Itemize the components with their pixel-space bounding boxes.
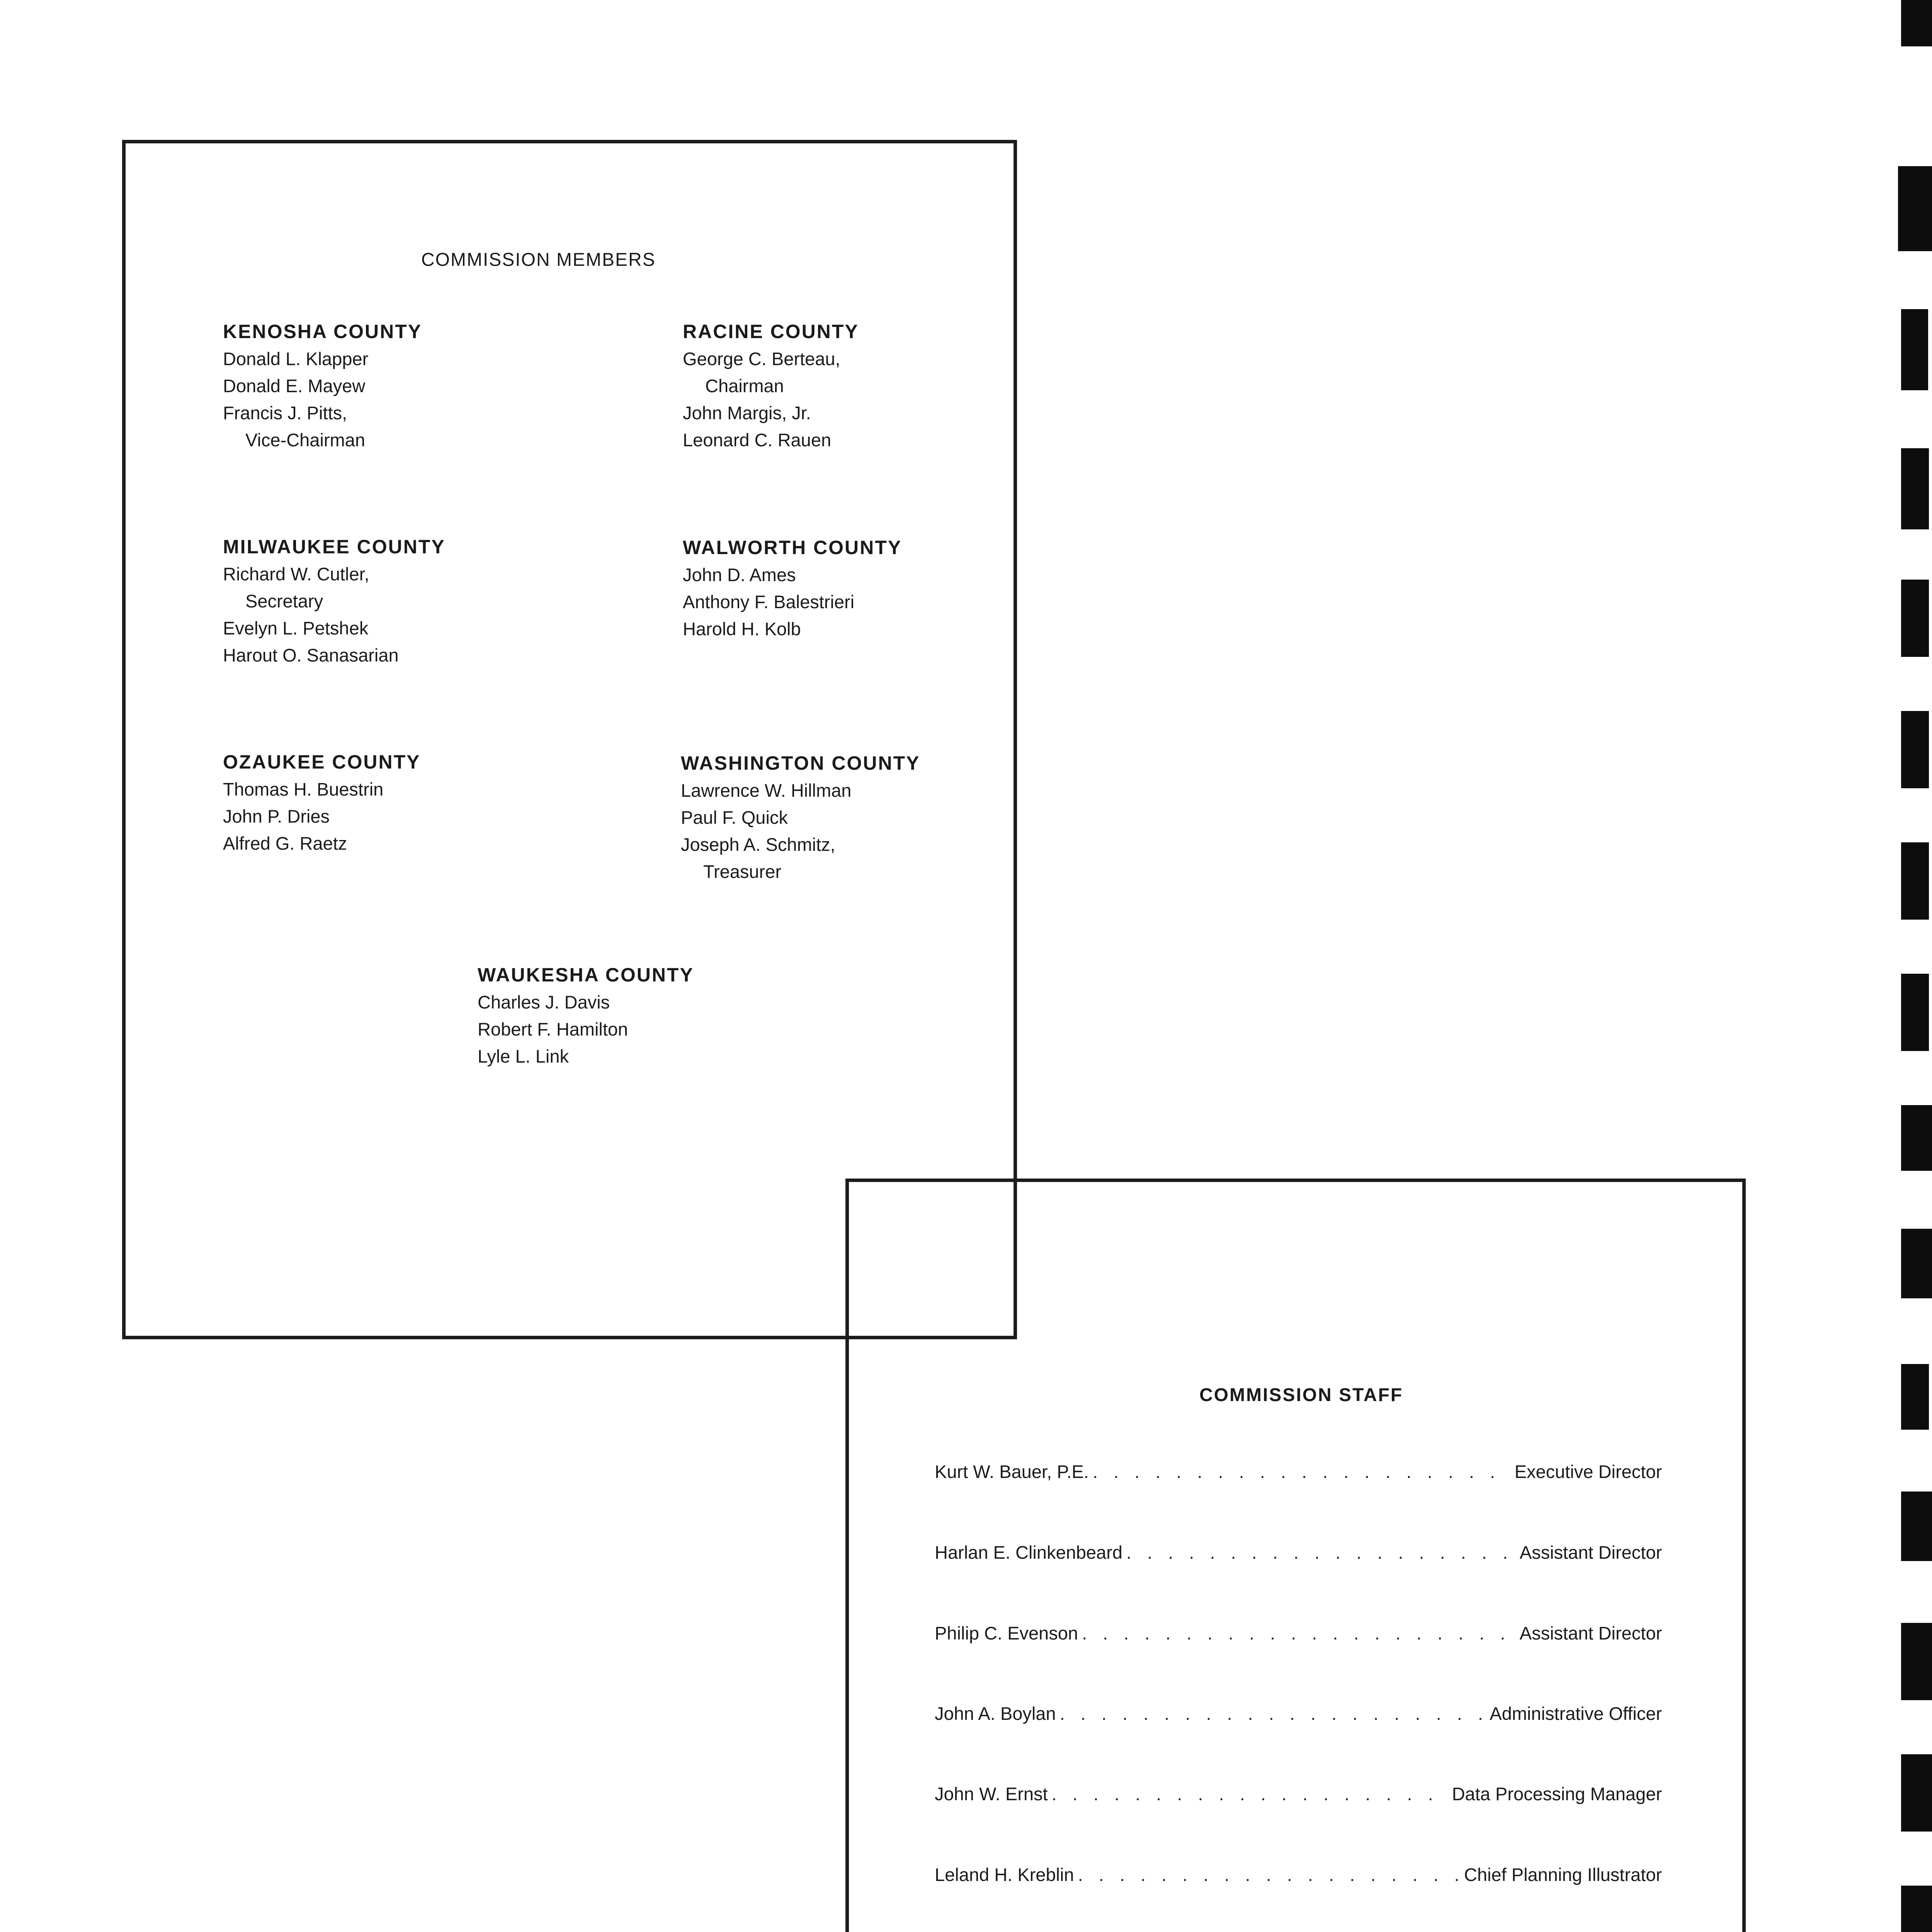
county-name: WAUKESHA COUNTY	[478, 964, 694, 986]
dot-leader	[1093, 1461, 1511, 1482]
member-role: Treasurer	[703, 861, 781, 882]
member-name: Paul F. Quick	[681, 807, 788, 828]
member-name: Lawrence W. Hillman	[681, 780, 852, 801]
member-name: Francis J. Pitts,	[223, 403, 347, 423]
staff-name: Harlan E. Clinkenbeard	[935, 1542, 1122, 1563]
county-name: RACINE COUNTY	[683, 321, 859, 342]
staff-title: Executive Director	[1514, 1461, 1662, 1482]
member-name: Evelyn L. Petshek	[223, 618, 369, 638]
member-role: Chairman	[705, 376, 784, 396]
staff-title: Administrative Officer	[1490, 1703, 1662, 1724]
staff-name: Kurt W. Bauer, P.E.	[935, 1461, 1089, 1482]
member-name: Harout O. Sanasarian	[223, 645, 399, 665]
member-name: George C. Berteau,	[683, 349, 840, 369]
staff-title: Assistant Director	[1519, 1623, 1662, 1643]
member-role: Secretary	[245, 591, 323, 611]
staff-name: Philip C. Evenson	[935, 1623, 1078, 1643]
staff-row	[935, 1783, 1662, 1810]
county-name: MILWAUKEE COUNTY	[223, 536, 446, 558]
member-name: Thomas H. Buestrin	[223, 779, 384, 799]
county-racine	[683, 318, 859, 454]
county-walworth	[683, 534, 902, 643]
staff-row	[935, 1542, 1662, 1569]
dot-leader	[1060, 1703, 1486, 1724]
county-waukesha	[478, 961, 694, 1070]
county-milwaukee	[223, 533, 446, 669]
dot-leader	[1078, 1864, 1460, 1885]
county-kenosha	[223, 318, 422, 454]
county-name: OZAUKEE COUNTY	[223, 751, 421, 773]
county-washington	[681, 749, 920, 885]
staff-row	[935, 1622, 1662, 1650]
member-name: Harold H. Kolb	[683, 619, 801, 639]
member-name: Richard W. Cutler,	[223, 564, 369, 584]
member-name: Robert F. Hamilton	[478, 1019, 628, 1039]
staff-row	[935, 1703, 1662, 1730]
member-name: John P. Dries	[223, 806, 330, 827]
member-name: Alfred G. Raetz	[223, 833, 347, 854]
member-name: Joseph A. Schmitz,	[681, 834, 835, 855]
staff-title: Chief Planning Illustrator	[1464, 1864, 1662, 1885]
staff-name: John A. Boylan	[935, 1703, 1056, 1724]
commission-staff-title: COMMISSION STAFF	[1199, 1385, 1403, 1405]
member-name: Charles J. Davis	[478, 992, 610, 1012]
dot-leader	[1126, 1542, 1516, 1563]
staff-row	[935, 1864, 1662, 1891]
staff-name: Leland H. Kreblin	[935, 1864, 1074, 1885]
member-name: John Margis, Jr.	[683, 403, 811, 423]
member-name: Donald L. Klapper	[223, 349, 369, 369]
member-name: Anthony F. Balestrieri	[683, 592, 855, 612]
staff-row	[935, 1461, 1662, 1488]
staff-title: Data Processing Manager	[1452, 1784, 1662, 1804]
binding-edge	[1893, 0, 1932, 1932]
county-name: WALWORTH COUNTY	[683, 537, 902, 558]
member-role: Vice-Chairman	[245, 430, 365, 450]
commission-members-box	[122, 140, 1017, 1339]
staff-title: Assistant Director	[1519, 1542, 1662, 1563]
county-name: WASHINGTON COUNTY	[681, 752, 920, 774]
commission-members-title: COMMISSION MEMBERS	[421, 250, 656, 270]
county-ozaukee	[223, 748, 420, 857]
staff-name: John W. Ernst	[935, 1784, 1048, 1804]
member-name: Lyle L. Link	[478, 1046, 569, 1066]
dot-leader	[1082, 1622, 1516, 1644]
member-name: Donald E. Mayew	[223, 376, 366, 396]
member-name: Leonard C. Rauen	[683, 430, 832, 450]
dot-leader	[1052, 1783, 1448, 1804]
commission-staff-box	[845, 1179, 1746, 1932]
member-name: John D. Ames	[683, 565, 796, 585]
county-name: KENOSHA COUNTY	[223, 321, 422, 342]
